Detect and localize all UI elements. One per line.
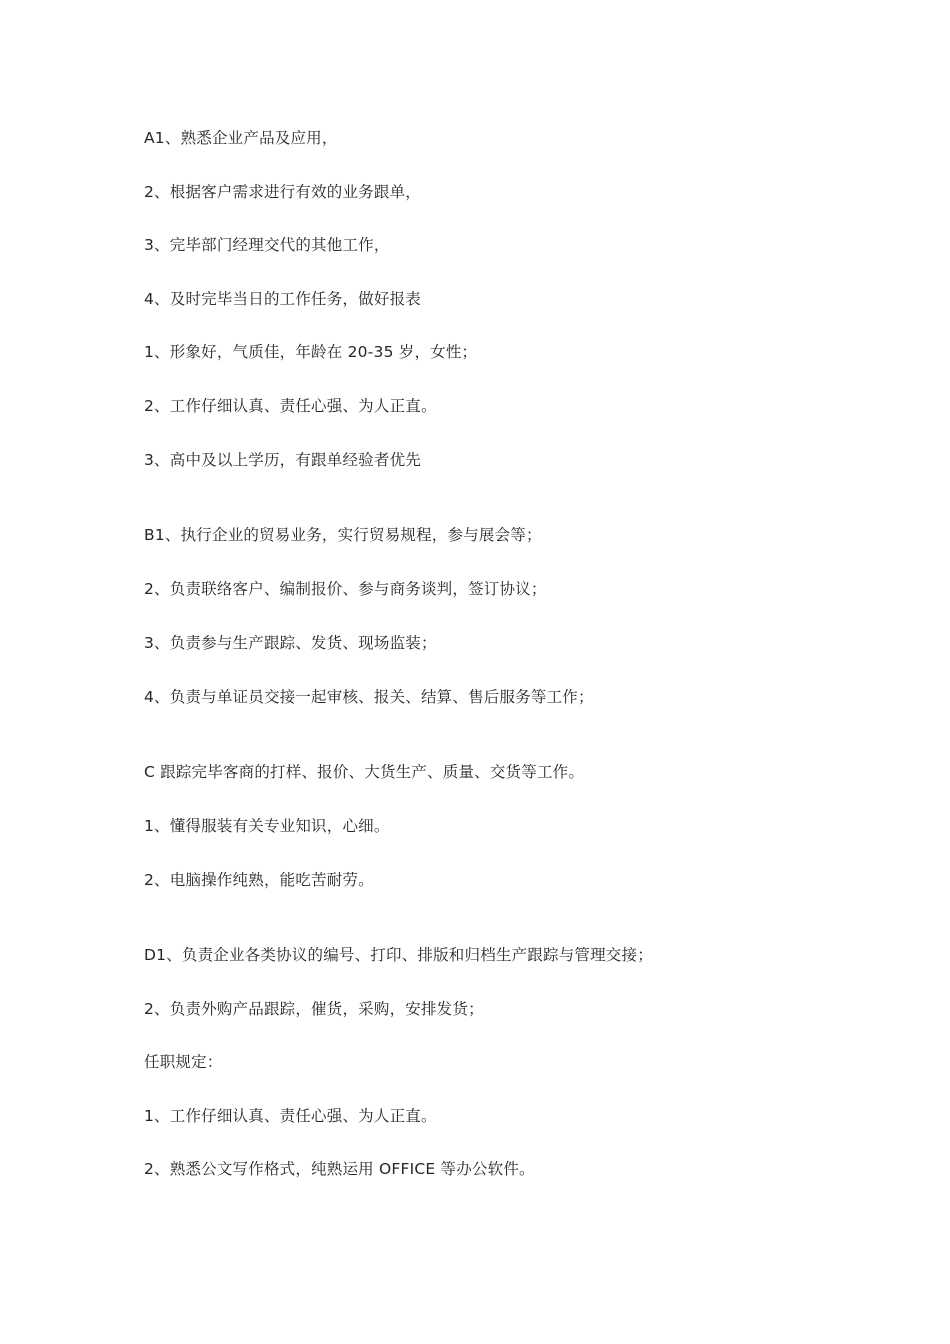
text-line: 1、工作仔细认真、责任心强、为人正直。 bbox=[144, 1107, 437, 1125]
text-line: 2、熟悉公文写作格式，纯熟运用 OFFICE 等办公软件。 bbox=[144, 1160, 535, 1178]
text-line: A1、熟悉企业产品及应用， bbox=[144, 129, 338, 147]
text-line: 2、负责外购产品跟踪，催货，采购，安排发货； bbox=[144, 1000, 484, 1018]
text-line: 2、负责联络客户、编制报价、参与商务谈判，签订协议； bbox=[144, 580, 547, 598]
text-line: 1、懂得服装有关专业知识，心细。 bbox=[144, 817, 390, 835]
text-line: 4、负责与单证员交接一起审核、报关、结算、售后服务等工作； bbox=[144, 688, 594, 706]
text-line: C 跟踪完毕客商的打样、报价、大货生产、质量、交货等工作。 bbox=[144, 763, 585, 781]
text-line: 2、根据客户需求进行有效的业务跟单， bbox=[144, 183, 421, 201]
text-line: 3、高中及以上学历，有跟单经验者优先 bbox=[144, 451, 421, 469]
text-line: 4、及时完毕当日的工作任务，做好报表 bbox=[144, 290, 421, 308]
text-line: D1、负责企业各类协议的编号、打印、排版和归档生产跟踪与管理交接； bbox=[144, 946, 653, 964]
text-line: 任职规定： bbox=[144, 1053, 223, 1071]
text-line: 3、负责参与生产跟踪、发货、现场监装； bbox=[144, 634, 437, 652]
text-line: 2、电脑操作纯熟，能吃苦耐劳。 bbox=[144, 871, 374, 889]
text-line: 3、完毕部门经理交代的其他工作， bbox=[144, 236, 390, 254]
text-line: B1、执行企业的贸易业务，实行贸易规程，参与展会等； bbox=[144, 526, 542, 544]
text-line: 2、工作仔细认真、责任心强、为人正直。 bbox=[144, 397, 437, 415]
text-line: 1、形象好，气质佳，年龄在 20-35 岁，女性； bbox=[144, 343, 478, 361]
